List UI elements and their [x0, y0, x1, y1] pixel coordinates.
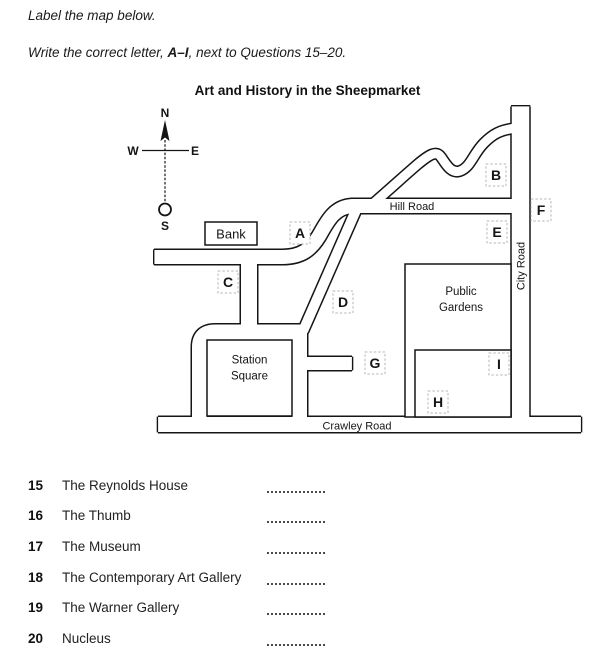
marker-i	[489, 353, 509, 375]
station-square-label-line2: Square	[230, 370, 269, 383]
map-title: Art and History in the Sheepmarket	[194, 83, 421, 98]
question-label: The Contemporary Art Gallery	[62, 569, 242, 585]
compass-s-label: S	[160, 219, 170, 233]
question-label: The Reynolds House	[62, 477, 189, 493]
instruction-line-2-prefix: Write the correct letter,	[28, 45, 168, 60]
question-label: The Museum	[62, 538, 141, 554]
question-label: Nucleus	[62, 630, 111, 646]
answer-blank-18[interactable]	[267, 570, 325, 585]
answer-blank-15[interactable]	[267, 478, 325, 493]
marker-g	[365, 352, 385, 374]
question-number: 19	[28, 600, 44, 616]
crawley-road-label: Crawley Road	[322, 420, 392, 433]
question-row-16	[0, 501, 600, 532]
question-row-18	[0, 562, 600, 593]
marker-b-letter: B	[490, 167, 502, 183]
station-square-label-line1: Station	[231, 354, 268, 367]
compass-north-arrow	[161, 120, 170, 141]
marker-f	[531, 199, 551, 221]
question-row-17	[0, 531, 600, 562]
answer-blank-19[interactable]	[267, 600, 325, 615]
marker-c-letter: C	[222, 274, 234, 290]
compass-rose	[127, 106, 199, 233]
question-number: 18	[28, 569, 44, 585]
hill-road-label: Hill Road	[389, 201, 435, 213]
marker-a	[290, 222, 310, 244]
city-road-label: City Road	[515, 241, 528, 291]
question-label: The Thumb	[62, 508, 131, 524]
question-label: The Warner Gallery	[62, 600, 180, 616]
marker-e	[487, 221, 507, 243]
instruction-line-2-suffix: , next to Questions 15–20.	[188, 45, 347, 60]
public-gardens-label-line1: Public	[445, 286, 477, 298]
compass-n-label: N	[160, 106, 170, 120]
marker-d-letter: D	[337, 294, 349, 310]
bank-label: Bank	[216, 226, 246, 242]
compass-south-circle	[159, 204, 171, 216]
marker-i-letter: I	[497, 356, 501, 372]
answer-blank-17[interactable]	[267, 539, 325, 554]
public-gardens-label-line2: Gardens	[438, 302, 484, 314]
question-number: 16	[28, 508, 44, 524]
marker-g-letter: G	[369, 355, 381, 371]
instruction-letter-range: A–I	[167, 45, 189, 60]
answer-blank-16[interactable]	[267, 508, 325, 523]
question-row-15	[0, 470, 600, 501]
question-number: 17	[28, 538, 44, 554]
question-number: 20	[28, 630, 44, 646]
questions-list	[0, 470, 600, 654]
compass-w-label: W	[127, 144, 139, 158]
marker-h-letter: H	[432, 394, 444, 410]
marker-a-letter: A	[294, 225, 306, 241]
compass-e-label: E	[190, 144, 200, 158]
marker-c	[218, 271, 238, 293]
marker-e-letter: E	[492, 224, 502, 240]
question-row-20	[0, 623, 600, 654]
question-row-19	[0, 592, 600, 623]
question-number: 15	[28, 477, 44, 493]
marker-f-letter: F	[536, 202, 546, 218]
marker-d	[333, 291, 353, 313]
instruction-line-1: Label the map below.	[28, 8, 156, 23]
marker-b	[486, 164, 506, 186]
answer-blank-20[interactable]	[267, 631, 325, 646]
marker-h	[428, 391, 448, 413]
